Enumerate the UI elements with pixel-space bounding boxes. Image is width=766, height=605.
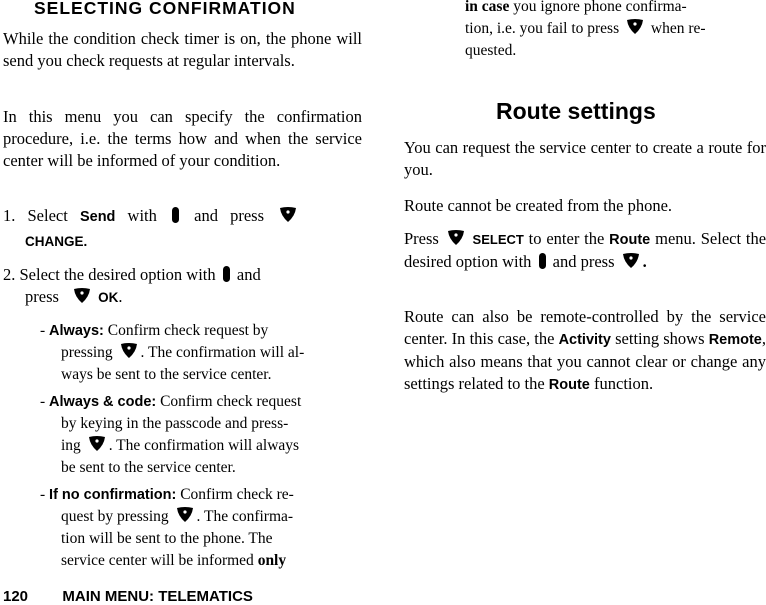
- page-number: 120: [3, 588, 29, 605]
- softkey-icon: [176, 507, 194, 523]
- step-number: 2.: [3, 265, 16, 284]
- softkey-icon: [73, 288, 91, 304]
- route-paragraph-4: Route can also be remote-controlled by the service center. In this case, the Activity setting shows Remote, which also means that you cannot clear or change any settings related to the Route function.: [404, 307, 766, 393]
- keyword-select: SELECT: [472, 232, 524, 247]
- option-dash: -: [40, 486, 46, 503]
- keyword-in-case: in case: [465, 0, 510, 15]
- keyword-remote: Remote: [708, 332, 762, 348]
- continuation-paragraph: in case you ignore phone confirma- tion, i.e. you fail to press when re- quested.: [465, 0, 706, 59]
- softkey-icon: [279, 207, 297, 223]
- intro-paragraph-2: In this menu you can specify the confirmation procedure, i.e. the terms how and when the service center will be informed of your condition.: [3, 107, 362, 170]
- keyword-ok: OK: [98, 290, 119, 305]
- softkey-icon: [626, 19, 644, 35]
- intro-paragraph-1: While the condition check timer is on, the phone will send you check requests at regular intervals.: [3, 29, 362, 70]
- nav-key-icon: [223, 266, 230, 282]
- option-always: - Always: Confirm check request by pressing . The confirmation will al- ways be sent to the service center.: [40, 322, 305, 383]
- section-heading-selecting-confirmation: SELECTING CONFIRMATION: [34, 0, 296, 18]
- softkey-icon: [120, 343, 138, 359]
- keyword-send: Send: [79, 209, 116, 225]
- step-text: with: [127, 206, 157, 225]
- keyword-only: only: [257, 552, 287, 569]
- option-if-no-confirmation: - If no confirmation: Confirm check re- quest by pressing . The confirma- tion will be sent to the phone. The service center will be informed only: [40, 486, 294, 569]
- step-1: [3, 205, 358, 228]
- footer-section-title: MAIN MENU: TELEMATICS: [62, 588, 253, 605]
- option-always-and-code: - Always & code: Confirm check request by keying in the passcode and press- ing . The confirmation will always be sent to the service center.: [40, 393, 302, 476]
- nav-key-icon: [539, 253, 546, 269]
- step-number: 1.: [3, 206, 16, 225]
- route-paragraph-2: Route cannot be created from the phone.: [404, 196, 673, 215]
- step-text: press: [25, 287, 59, 306]
- step-1-continued: [25, 230, 325, 253]
- softkey-icon: [622, 253, 640, 269]
- keyword-route: Route: [548, 377, 590, 393]
- softkey-icon: [88, 436, 106, 452]
- keyword-if-no-confirmation: If no confirmation:: [49, 487, 177, 503]
- option-dash: -: [40, 393, 46, 410]
- route-paragraph-1: You can request the service center to create a route for you.: [404, 138, 766, 179]
- keyword-always: Always:: [49, 323, 104, 339]
- step-text: Select: [27, 206, 68, 225]
- page-footer: [3, 588, 253, 605]
- step-text: Select the desired option with: [19, 265, 216, 284]
- step-text: and press: [194, 206, 264, 225]
- nav-key-icon: [172, 207, 179, 223]
- keyword-activity: Activity: [558, 332, 611, 348]
- route-paragraph-3: Press SELECT to enter the Route menu. Select the desired option with and press .: [404, 229, 766, 271]
- section-heading-route-settings: Route settings: [496, 98, 656, 124]
- softkey-icon: [447, 230, 465, 246]
- keyword-always-and-code: Always & code:: [49, 394, 157, 410]
- step-2: 2. Select the desired option with and press OK.: [3, 265, 261, 306]
- keyword-route: Route: [609, 232, 651, 248]
- keyword-change: CHANGE.: [25, 234, 88, 249]
- option-dash: -: [40, 322, 46, 339]
